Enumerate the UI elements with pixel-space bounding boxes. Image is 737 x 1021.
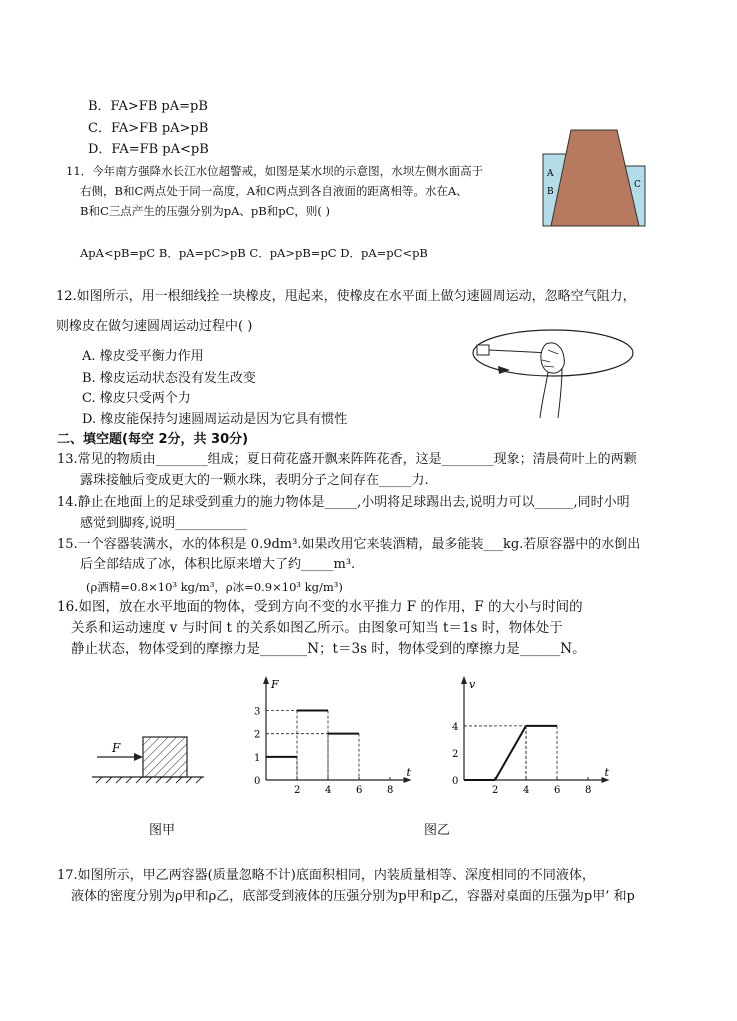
v-chart-y-tick-label: 4 [452, 721, 459, 733]
f-chart-y-tick-label: 2 [254, 729, 261, 741]
force-label: F [112, 741, 121, 755]
v-chart-y-axis-label: v [469, 678, 476, 691]
point-b-label: B [547, 187, 554, 197]
block-push-figure [92, 728, 207, 788]
v-chart-y-axis-arrow [461, 676, 467, 684]
q10-option-b: B．FA>FB pA=pB [88, 99, 208, 114]
v-chart-y-tick-label: 2 [452, 748, 459, 760]
q15-line1: 15.一个容器装满水，水的体积是 0.9dm³.如果改用它来装酒精，最多能装___kg.若原容器中的水倒出 [57, 537, 641, 552]
f-chart-y-axis-label: F [271, 678, 279, 691]
v-chart-x-axis-label: t [604, 766, 609, 779]
velocity-time-chart [446, 676, 609, 796]
v-chart-x-tick-label: 2 [492, 785, 499, 796]
f-chart-y-axis-arrow [263, 676, 269, 684]
q13-line2: 露珠接触后变成更大的一颗水珠，表明分子之间存在_____力. [80, 473, 429, 488]
eraser-rotation-figure [468, 320, 638, 424]
caption-jia: 图甲 [149, 823, 176, 838]
q15-line3: (ρ酒精=0.8×10³ kg/m³，ρ冰=0.9×10³ kg/m³) [86, 580, 343, 594]
ground-hatch [96, 777, 202, 783]
q11-line3: B和C三点产生的压强分别为pA、pB和pC，则( ) [80, 204, 331, 218]
f-chart-x-tick-label: 8 [387, 785, 394, 796]
q11-options: ApA<pB=pC B．pA=pC>pB C．pA>pB=pC D．pA=pC<pB [80, 246, 428, 260]
v-chart-x-tick-label: 8 [585, 785, 592, 796]
q11-line2: 右侧，B和C两点处于同一高度，A和C两点到各自液面的距离相等。水在A、 [80, 184, 468, 198]
f-chart-x-tick-label: 2 [294, 785, 301, 796]
q12-option-d: D. 橡皮能保持匀速圆周运动是因为它具有惯性 [82, 412, 348, 427]
q15-line2: 后全部结成了冰，体积比原来增大了约_____m³. [80, 557, 356, 572]
q12-option-a: A. 橡皮受平衡力作用 [82, 349, 204, 364]
f-chart-x-axis-label: t [406, 766, 411, 779]
v-chart-segment-2 [495, 726, 526, 780]
motion-arrow [498, 366, 510, 374]
v-chart-x-tick-label: 4 [523, 785, 530, 796]
point-c-label: C [634, 180, 641, 190]
q11-line1: 11．今年南方强降水长江水位超警戒，如图是某水坝的示意图，水坝左侧水面高于 [66, 164, 484, 178]
q12-line2: 则橡皮在做匀速圆周运动过程中( ) [56, 319, 253, 334]
f-chart-origin-label: 0 [254, 776, 261, 787]
q13-line1: 13.常见的物质由________组成；夏日荷花盛开飘来阵阵花香，这是________现象；清晨荷叶上的两颗 [57, 452, 637, 467]
f-chart-x-tick-label: 6 [356, 785, 363, 796]
q12-option-b: B. 橡皮运动状态没有发生改变 [82, 371, 256, 386]
q16-line3: 静止状态，物体受到的摩擦力是_______N；t＝3s 时，物体受到的摩擦力是______N。 [71, 641, 586, 657]
q16-line1: 16.如图，放在水平地面的物体，受到方向不变的水平推力 F 的作用，F 的大小与时间的 [57, 599, 583, 615]
f-chart-y-tick-label: 1 [254, 752, 261, 764]
f-chart-x-tick-label: 4 [325, 785, 332, 796]
q10-option-c: C．FA>FB pA>pB [88, 121, 209, 136]
section2-title: 二、填空题(每空 2分，共 30分) [57, 432, 249, 447]
q14-line1: 14.静止在地面上的足球受到重力的施力物体是_____,小明将足球踢出去,说明力可以______,同时小明 [57, 495, 630, 510]
q17-line2: 液体的密度分别为ρ甲和ρ乙，底部受到液体的压强分别为p甲和p乙，容器对桌面的压强为p甲’ 和p [71, 889, 635, 904]
q10-option-d: D．FA=FB pA<pB [88, 142, 209, 157]
eraser [477, 345, 489, 355]
v-chart-origin-label: 0 [452, 776, 459, 787]
v-chart-x-tick-label: 6 [554, 785, 561, 796]
q12-line1: 12.如图所示，用一根细线拴一块橡皮，甩起来，使橡皮在水平面上做匀速圆周运动，忽略空气阻力， [56, 289, 636, 304]
force-arrow-head [134, 753, 143, 761]
force-time-chart [248, 676, 411, 796]
caption-yi: 图乙 [424, 823, 451, 838]
q12-option-c: C. 橡皮只受两个力 [82, 391, 191, 406]
q14-line2: 感觉到脚疼,说明___________ [80, 516, 247, 531]
dam-figure [543, 128, 647, 228]
point-a-label: A [547, 169, 554, 179]
q16-line2: 关系和运动速度 v 与时间 t 的关系如图乙所示。由图象可知当 t＝1s 时，物体处于 [71, 620, 563, 636]
f-chart-y-tick-label: 3 [254, 706, 261, 718]
q17-line1: 17.如图所示，甲乙两容器(质量忽略不计)底面积相同，内装质量相等、深度相同的不同液体， [57, 868, 595, 883]
block [143, 737, 187, 777]
hand [541, 343, 564, 373]
dam-body [551, 130, 639, 226]
